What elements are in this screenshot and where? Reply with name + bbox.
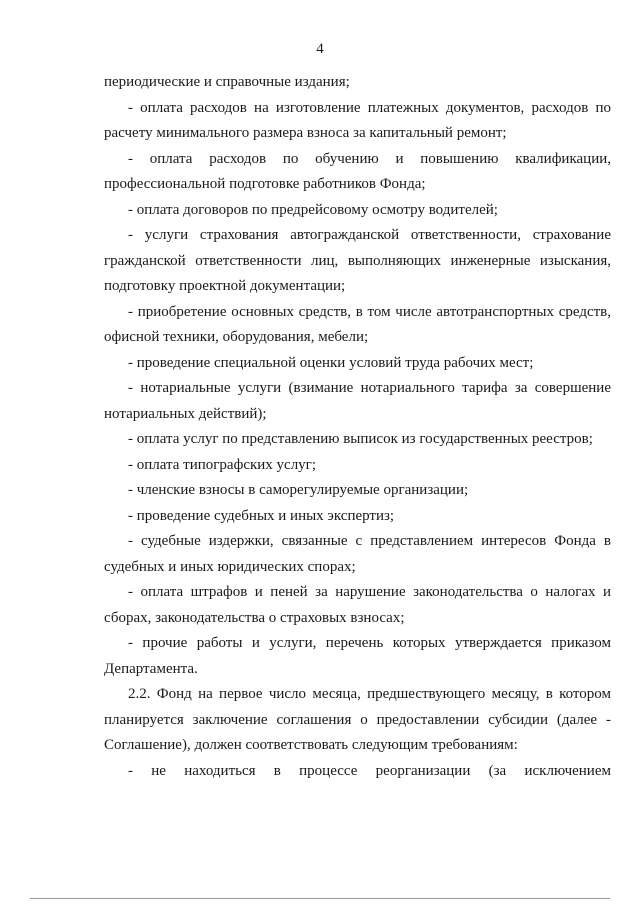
- paragraph: - оплата типографских услуг;: [128, 456, 316, 473]
- paragraph: - нотариальные услуги (взимание нотариального тарифа за совершение нотариальных действий);: [104, 380, 611, 422]
- paragraph: - оплата договоров по предрейсовому осмотру водителей;: [128, 201, 498, 218]
- paragraph: - проведение судебных и иных экспертиз;: [128, 507, 395, 524]
- paragraph: - услуги страхования автогражданской ответственности, страхование гражданской ответственности лиц, выполняющих инженерные изыскания, подготовку проектной документации;: [104, 227, 611, 294]
- paragraph: - судебные издержки, связанные с представлением интересов Фонда в судебных и иных юридических спорах;: [104, 533, 611, 575]
- paragraph: - прочие работы и услуги, перечень которых утверждается приказом Департамента.: [104, 635, 611, 677]
- paragraph: - оплата расходов по обучению и повышению квалификации, профессиональной подготовке работников Фонда;: [104, 150, 611, 192]
- paragraph: - оплата расходов на изготовление платежных документов, расходов по расчету минимального размера взноса за капитальный ремонт;: [104, 99, 611, 141]
- paragraph: периодические и справочные издания;: [104, 74, 350, 90]
- paragraph: - приобретение основных средств, в том числе автотранспортных средств, офисной техники, оборудования, мебели;: [104, 303, 611, 345]
- paragraph: - проведение специальной оценки условий труда рабочих мест;: [128, 354, 534, 371]
- paragraph: - оплата услуг по представлению выписок из государственных реестров;: [128, 431, 593, 447]
- page-bottom-rule: [30, 898, 610, 899]
- paragraph: - не находиться в процессе реорганизации (за исключением: [128, 762, 611, 779]
- paragraph: 2.2. Фонд на первое число месяца, предшествующего месяцу, в котором планируется заключение соглашения о предоставлении субсидии (далее - Соглашение), должен соответствовать следующим требованиям:: [104, 686, 611, 753]
- paragraph: - членские взносы в саморегулируемые организации;: [128, 482, 469, 498]
- paragraph: - оплата штрафов и пеней за нарушение законодательства о налогах и сборах, законодательства о страховых взносах;: [104, 584, 611, 626]
- page-number: 4: [316, 41, 324, 57]
- document-body: [104, 70, 611, 784]
